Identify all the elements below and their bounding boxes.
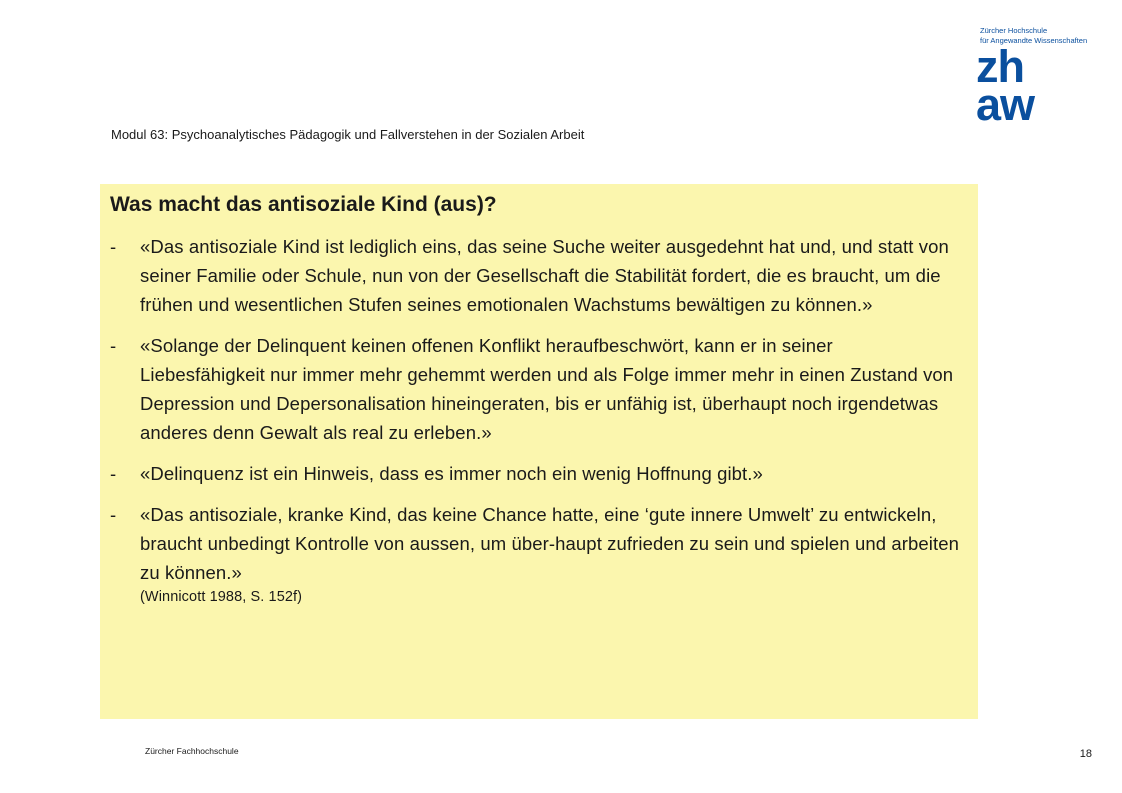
quote-text: «Das antisoziale, kranke Kind, das keine Chance hatte, eine ‘gute innere Umwelt’ zu entwickeln, braucht unbedingt Kontrolle von aussen, um über-haupt zufrieden zu sein und spielen und arbeiten zu können.» (140, 504, 960, 583)
bullet-dash: - (110, 504, 117, 525)
quote-text: «Delinquenz ist ein Hinweis, dass es immer noch ein wenig Hoffnung gibt.» (140, 463, 763, 484)
bullet-dash: - (110, 335, 117, 356)
bullet-dash: - (110, 463, 117, 484)
quote-text-block (140, 500, 966, 607)
logo-mark-line-1: zh (976, 41, 1024, 92)
quote-item (110, 500, 966, 607)
quote-item (110, 459, 966, 488)
logo-tagline-line-2: für Angewandte Wissenschaften (980, 35, 1088, 45)
footer-institution: Zürcher Fachhochschule (145, 746, 239, 756)
logo-mark-line-2: aw (976, 79, 1035, 130)
module-title: Modul 63: Psychoanalytisches Pädagogik und Fallverstehen in der Sozialen Arbeit (111, 127, 585, 142)
quote-item (110, 331, 966, 447)
quote-item (110, 232, 966, 319)
content-box (100, 184, 978, 719)
bullet-dash: - (110, 236, 117, 257)
logo-tagline-line-1: Zürcher Hochschule (980, 26, 1048, 35)
zhaw-logo (976, 41, 1035, 130)
quote-text: «Solange der Delinquent keinen offenen Konflikt heraufbeschwört, kann er in seiner Liebesfähigkeit nur immer mehr gehemmt werden und als Folge immer mehr in einen Zustand von Depression und Depersonalisation hineingeraten, bis er unfähig ist, überhaupt noch irgendetwas anderes denn Gewalt als real zu erleben.» (140, 335, 954, 443)
quote-text: «Das antisoziale Kind ist lediglich eins, das seine Suche weiter ausgedehnt hat und, und statt von seiner Familie oder Schule, nun von der Gesellschaft die Stabilität fordert, die es braucht, um die frühen und wesentlichen Stufen seines emotionalen Wachstums bewältigen zu können.» (140, 236, 949, 315)
page-number: 18 (1079, 748, 1092, 760)
citation: (Winnicott 1988, S. 152f) (140, 589, 303, 605)
slide-heading: Was macht das antisoziale Kind (aus)? (110, 193, 497, 216)
